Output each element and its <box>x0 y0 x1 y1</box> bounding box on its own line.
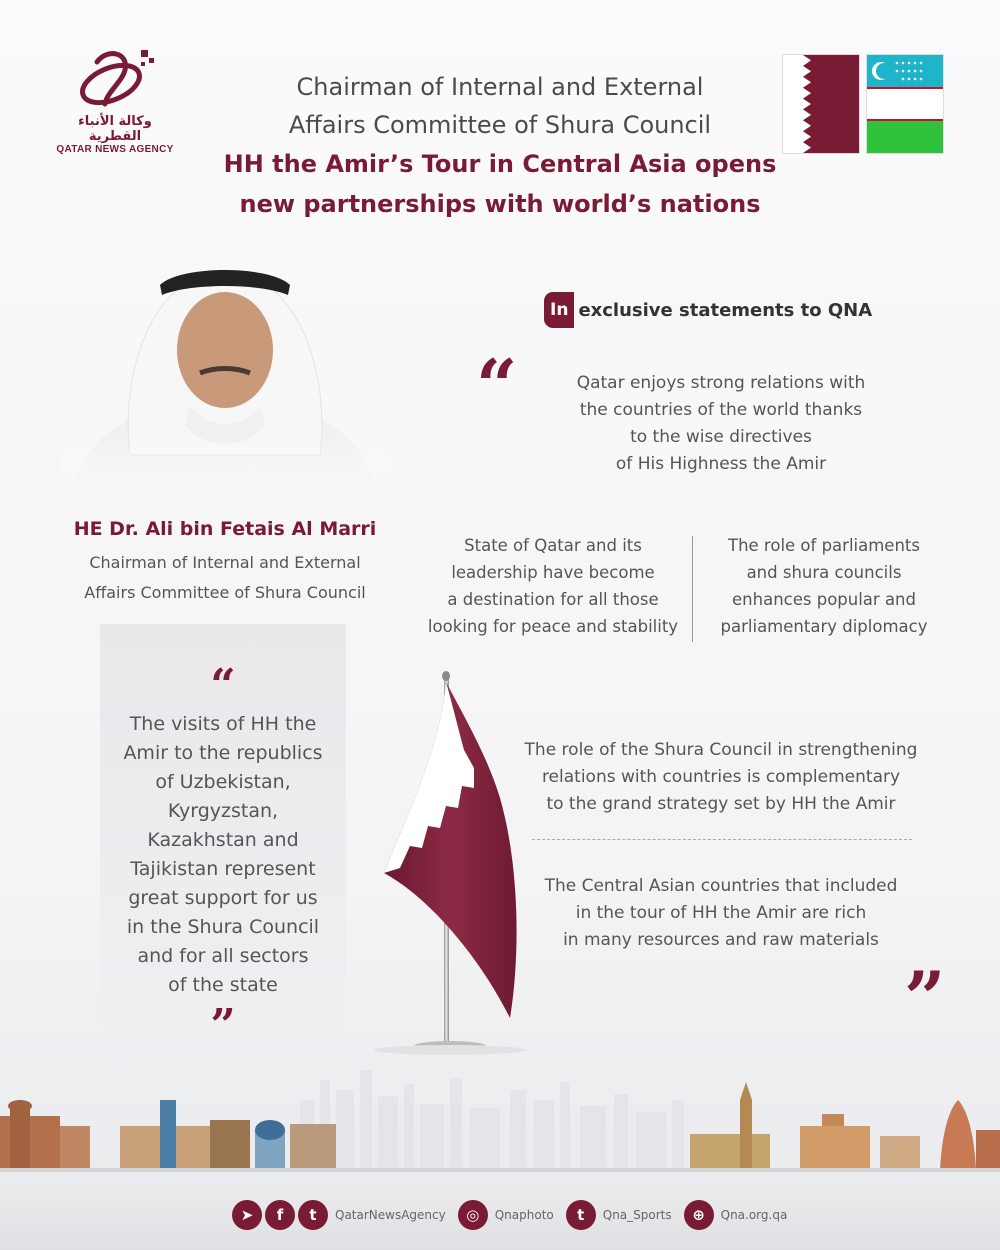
person-name: HE Dr. Ali bin Fetais Al Marri <box>73 518 377 540</box>
side-quote-line: and for all sectors <box>137 945 309 967</box>
statement-line: a destination for all those <box>447 590 659 609</box>
side-quote-line: The visits of HH the <box>129 713 317 735</box>
statement-line: looking for peace and stability <box>427 617 679 636</box>
statement-line: Qatar enjoys strong relations with <box>576 373 866 393</box>
side-quote-line: of Uzbekistan, <box>155 771 291 793</box>
person-info <box>70 518 380 608</box>
globe-icon[interactable]: ⊕ <box>684 1200 714 1230</box>
side-quote-line: great support for us <box>128 887 318 909</box>
exclusive-text: exclusive statements to QNA <box>578 299 873 321</box>
social-handle-qatarnewsagency[interactable]: QatarNewsAgency <box>335 1208 446 1222</box>
statement-line: enhances popular and <box>732 590 916 609</box>
statement-line: of His Highness the Amir <box>615 454 827 474</box>
statement-line: The Central Asian countries that included <box>544 876 898 896</box>
page-header <box>200 68 800 224</box>
statement-2 <box>424 532 682 640</box>
statement-line: parliamentary diplomacy <box>720 617 928 636</box>
portrait-photo <box>60 255 390 500</box>
person-title-line-1: Chairman of Internal and External <box>89 553 361 572</box>
facebook-icon[interactable]: f <box>265 1200 295 1230</box>
big-quote-close-mark: ” <box>904 955 946 1040</box>
side-quote-line: Kazakhstan and <box>147 829 299 851</box>
in-badge: In <box>544 292 574 328</box>
statement-4 <box>514 737 928 818</box>
statement-line: in the tour of HH the Amir are rich <box>575 903 867 923</box>
instagram-icon[interactable]: ◎ <box>458 1200 488 1230</box>
qatar-flag <box>782 54 860 154</box>
statement-line: to the wise directives <box>630 427 812 447</box>
statement-1 <box>540 370 902 478</box>
statement-3 <box>704 532 944 640</box>
city-skyline-illustration <box>0 1060 1000 1180</box>
qatar-flag-on-stand <box>370 668 540 1060</box>
social-links <box>232 1200 799 1230</box>
side-quote-panel <box>100 624 346 1092</box>
side-quote-line: Tajikistan represent <box>130 858 316 880</box>
headline-line-2: new partnerships with world’s nations <box>239 190 761 218</box>
twitter-icon[interactable]: t <box>566 1200 596 1230</box>
headline-line-1: HH the Amir’s Tour in Central Asia opens <box>223 150 777 178</box>
social-handle-qnaphoto[interactable]: Qnaphoto <box>494 1208 554 1222</box>
big-quote-open-mark: “ <box>476 343 518 428</box>
statement-line: leadership have become <box>451 563 655 582</box>
qna-emblem-icon <box>67 48 163 112</box>
quote-close-mark: ” <box>210 1000 236 1051</box>
statement-line: to the grand strategy set by HH the Amir <box>546 794 896 814</box>
header-line-1: Chairman of Internal and External <box>296 73 704 101</box>
quote-open-mark: “ <box>210 660 236 711</box>
statement-line: in many resources and raw materials <box>563 930 879 950</box>
side-quote-line: of the state <box>168 974 278 996</box>
statement-line: The role of the Shura Council in strengthening <box>524 740 918 760</box>
agency-name-arabic: وكالة الأنباء القطرية <box>78 114 152 144</box>
header-line-2: Affairs Committee of Shura Council <box>288 111 712 139</box>
exclusive-banner <box>544 292 872 328</box>
uzbekistan-flag <box>866 54 944 154</box>
twitter-icon[interactable]: t <box>298 1200 328 1230</box>
qna-logo <box>50 48 180 168</box>
dashed-divider <box>532 839 912 840</box>
statement-line: the countries of the world thanks <box>579 400 863 420</box>
statement-line: The role of parliaments <box>728 536 920 555</box>
side-quote-line: in the Shura Council <box>126 916 320 938</box>
side-quote-line: Amir to the republics <box>123 742 323 764</box>
statement-line: relations with countries is complementary <box>541 767 901 787</box>
side-quote-text <box>116 710 330 1000</box>
person-title-line-2: Affairs Committee of Shura Council <box>84 583 366 602</box>
side-quote-line: Kyrgyzstan, <box>167 800 279 822</box>
footer-bar <box>0 1180 1000 1250</box>
agency-name-english: QATAR NEWS AGENCY <box>56 144 174 155</box>
vertical-divider <box>692 536 693 642</box>
statement-line: State of Qatar and its <box>464 536 642 555</box>
website-link[interactable]: Qna.org.qa <box>720 1208 788 1222</box>
statement-line: and shura councils <box>746 563 902 582</box>
telegram-icon[interactable]: ➤ <box>232 1200 262 1230</box>
statement-5 <box>522 873 920 954</box>
social-handle-qna-sports[interactable]: Qna_Sports <box>602 1208 672 1222</box>
